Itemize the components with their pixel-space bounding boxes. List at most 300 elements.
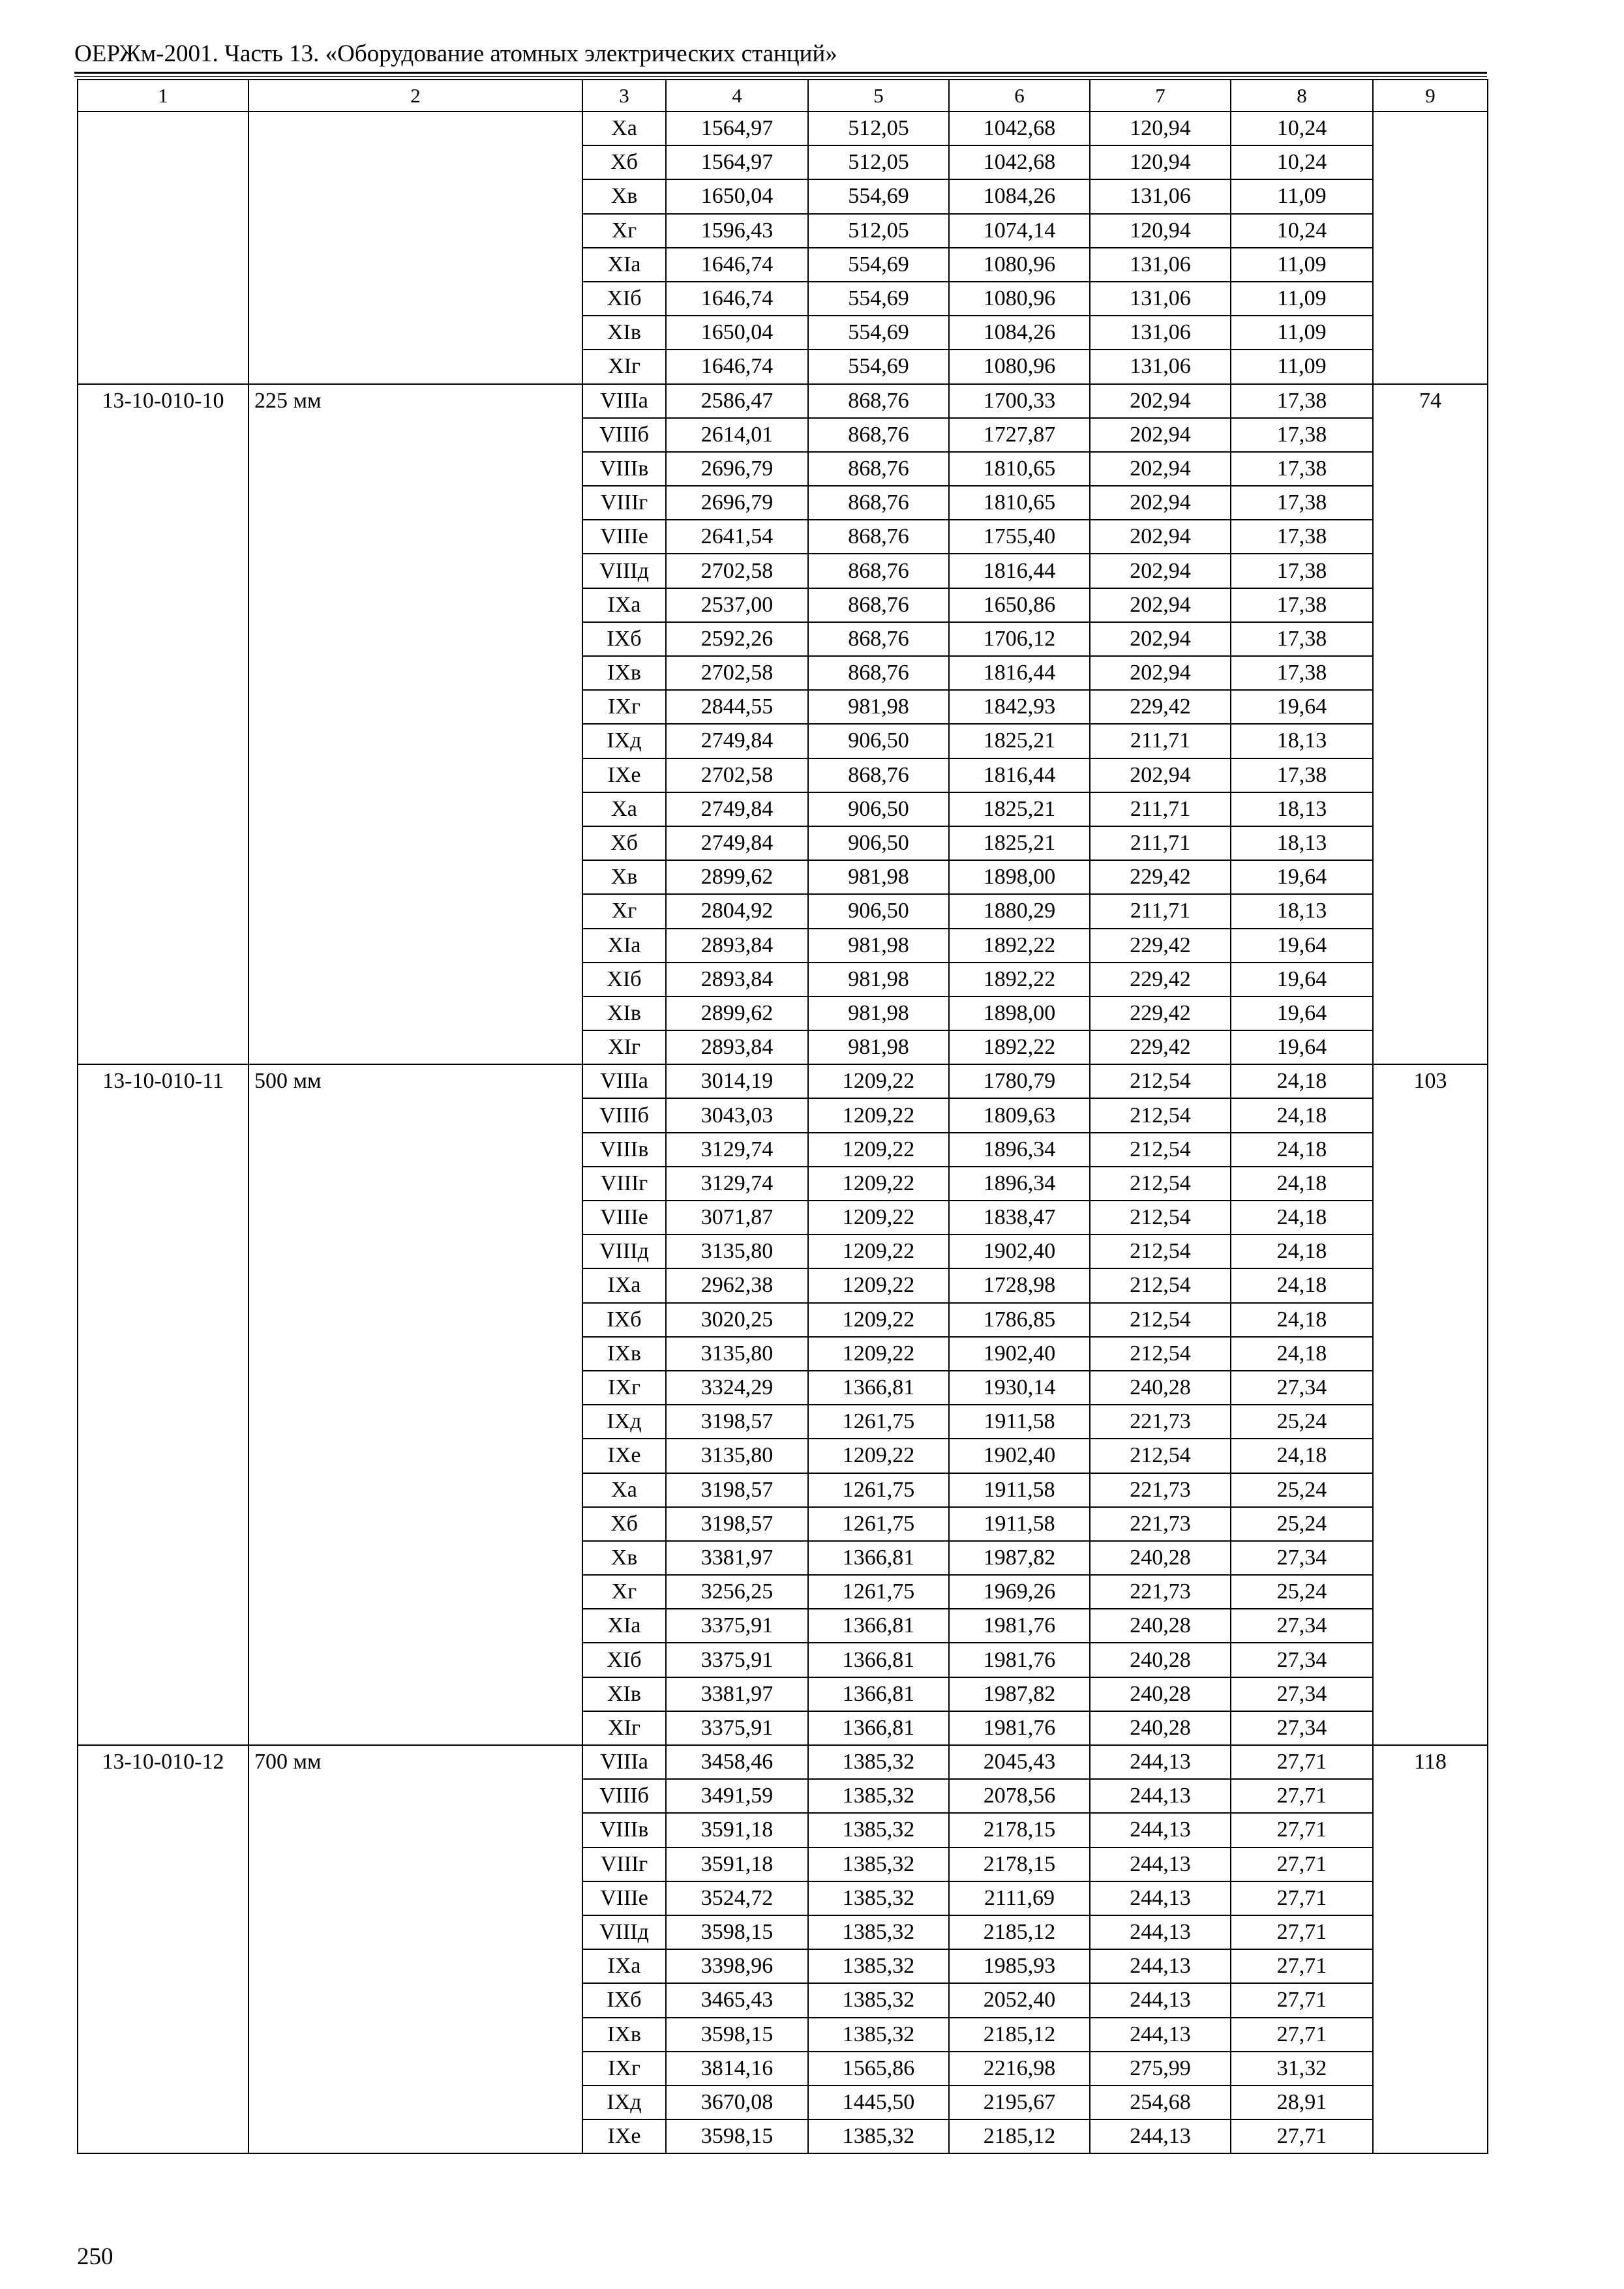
- item-code: 13-10-010-11: [78, 1064, 248, 1745]
- machine-cost-cell: 240,28: [1090, 1609, 1231, 1643]
- zone-cell: VIIIб: [582, 1098, 666, 1132]
- equipment-cost-cell: 2195,67: [949, 2086, 1090, 2119]
- zone-cell: Xa: [582, 1473, 666, 1507]
- labor-cost-cell: 1385,32: [808, 1915, 949, 1949]
- equipment-cost-cell: 1930,14: [949, 1371, 1090, 1405]
- total-cost-cell: 3381,97: [666, 1541, 808, 1575]
- wage-cell: 27,71: [1231, 2119, 1373, 2153]
- wage-cell: 27,34: [1231, 1711, 1373, 1745]
- machine-cost-cell: 212,54: [1090, 1268, 1231, 1302]
- total-cost-cell: 2592,26: [666, 622, 808, 656]
- zone-cell: Xв: [582, 1541, 666, 1575]
- zone-cell: XIв: [582, 996, 666, 1030]
- equipment-cost-cell: 1892,22: [949, 1030, 1090, 1064]
- labor-cost-cell: 554,69: [808, 350, 949, 383]
- equipment-cost-cell: 1084,26: [949, 316, 1090, 350]
- wage-cell: 27,71: [1231, 1881, 1373, 1915]
- equipment-cost-cell: 1650,86: [949, 588, 1090, 622]
- equipment-cost-cell: 1842,93: [949, 690, 1090, 724]
- equipment-cost-cell: 2185,12: [949, 1915, 1090, 1949]
- column-number: 5: [808, 80, 949, 112]
- labor-cost-cell: 981,98: [808, 860, 949, 894]
- machine-cost-cell: 229,42: [1090, 996, 1231, 1030]
- total-cost-cell: 1650,04: [666, 316, 808, 350]
- labor-cost-cell: 868,76: [808, 384, 949, 418]
- zone-cell: VIIIд: [582, 554, 666, 588]
- zone-cell: VIIIa: [582, 1745, 666, 1779]
- table-row: [78, 1745, 1488, 1779]
- column-number: 6: [949, 80, 1090, 112]
- wage-cell: 27,71: [1231, 1779, 1373, 1813]
- machine-cost-cell: 229,42: [1090, 860, 1231, 894]
- machine-cost-cell: 212,54: [1090, 1098, 1231, 1132]
- wage-cell: 24,18: [1231, 1133, 1373, 1167]
- wage-cell: 10,24: [1231, 145, 1373, 179]
- machine-cost-cell: 229,42: [1090, 963, 1231, 996]
- equipment-cost-cell: 1786,85: [949, 1303, 1090, 1337]
- machine-cost-cell: 202,94: [1090, 588, 1231, 622]
- zone-cell: Xa: [582, 112, 666, 145]
- wage-cell: 19,64: [1231, 929, 1373, 963]
- zone-cell: Xг: [582, 894, 666, 928]
- labor-cost-cell: 512,05: [808, 145, 949, 179]
- labor-cost-cell: 868,76: [808, 418, 949, 452]
- total-cost-cell: 3458,46: [666, 1745, 808, 1779]
- equipment-cost-cell: 1892,22: [949, 963, 1090, 996]
- column-number: 3: [582, 80, 666, 112]
- labor-cost-cell: 1385,32: [808, 2018, 949, 2052]
- column-number: 9: [1373, 80, 1488, 112]
- total-cost-cell: 1596,43: [666, 214, 808, 248]
- labor-cost-cell: 868,76: [808, 622, 949, 656]
- wage-cell: 27,71: [1231, 1848, 1373, 1881]
- labor-cost-cell: 1385,32: [808, 2119, 949, 2153]
- equipment-cost-cell: 1084,26: [949, 179, 1090, 213]
- machine-cost-cell: 202,94: [1090, 384, 1231, 418]
- equipment-cost-cell: 1809,63: [949, 1098, 1090, 1132]
- equipment-cost-cell: 2185,12: [949, 2018, 1090, 2052]
- machine-cost-cell: 244,13: [1090, 1745, 1231, 1779]
- total-cost-cell: 2702,58: [666, 656, 808, 690]
- total-cost-cell: 3398,96: [666, 1949, 808, 1983]
- machine-cost-cell: 202,94: [1090, 486, 1231, 520]
- labor-cost-cell: 512,05: [808, 112, 949, 145]
- machine-cost-cell: 131,06: [1090, 350, 1231, 383]
- machine-cost-cell: 202,94: [1090, 622, 1231, 656]
- equipment-cost-cell: 2178,15: [949, 1848, 1090, 1881]
- equipment-cost-cell: 1898,00: [949, 860, 1090, 894]
- labor-cost-cell: 1366,81: [808, 1371, 949, 1405]
- total-cost-cell: 2893,84: [666, 1030, 808, 1064]
- labor-cost-cell: 1209,22: [808, 1234, 949, 1268]
- labor-cost-cell: 1366,81: [808, 1677, 949, 1711]
- price-table: [77, 79, 1488, 2154]
- item-code: 13-10-010-10: [78, 384, 248, 1065]
- zone-cell: IXб: [582, 1983, 666, 2017]
- machine-cost-cell: 202,94: [1090, 418, 1231, 452]
- equipment-cost-cell: 1969,26: [949, 1575, 1090, 1609]
- zone-cell: Xб: [582, 145, 666, 179]
- labor-cost-cell: 906,50: [808, 724, 949, 758]
- total-cost-cell: 2899,62: [666, 860, 808, 894]
- labor-cost-cell: 1385,32: [808, 1949, 949, 1983]
- total-cost-cell: 2641,54: [666, 520, 808, 554]
- labor-cost-cell: 1209,22: [808, 1167, 949, 1201]
- total-cost-cell: 2696,79: [666, 452, 808, 486]
- machine-cost-cell: 240,28: [1090, 1643, 1231, 1677]
- zone-cell: VIIIд: [582, 1915, 666, 1949]
- equipment-cost-cell: 1816,44: [949, 554, 1090, 588]
- total-cost-cell: 3129,74: [666, 1133, 808, 1167]
- column-number: 2: [248, 80, 582, 112]
- equipment-cost-cell: 1981,76: [949, 1643, 1090, 1677]
- machine-cost-cell: 229,42: [1090, 929, 1231, 963]
- zone-cell: XIв: [582, 316, 666, 350]
- table-row: [78, 1064, 1488, 1098]
- wage-cell: 19,64: [1231, 690, 1373, 724]
- wage-cell: 11,09: [1231, 316, 1373, 350]
- equipment-cost-cell: 1911,58: [949, 1473, 1090, 1507]
- mass-cell: [1373, 112, 1488, 384]
- wage-cell: 27,34: [1231, 1371, 1373, 1405]
- wage-cell: 27,34: [1231, 1677, 1373, 1711]
- labor-cost-cell: 1209,22: [808, 1337, 949, 1371]
- equipment-cost-cell: 1911,58: [949, 1405, 1090, 1439]
- zone-cell: VIIIв: [582, 1133, 666, 1167]
- equipment-cost-cell: 1080,96: [949, 282, 1090, 316]
- machine-cost-cell: 211,71: [1090, 792, 1231, 826]
- equipment-cost-cell: 2111,69: [949, 1881, 1090, 1915]
- machine-cost-cell: 202,94: [1090, 656, 1231, 690]
- total-cost-cell: 3256,25: [666, 1575, 808, 1609]
- zone-cell: XIa: [582, 248, 666, 282]
- total-cost-cell: 2614,01: [666, 418, 808, 452]
- machine-cost-cell: 211,71: [1090, 894, 1231, 928]
- zone-cell: IXг: [582, 2052, 666, 2086]
- equipment-cost-cell: 1727,87: [949, 418, 1090, 452]
- zone-cell: XIa: [582, 1609, 666, 1643]
- wage-cell: 27,34: [1231, 1609, 1373, 1643]
- labor-cost-cell: 1565,86: [808, 2052, 949, 2086]
- zone-cell: VIIIг: [582, 486, 666, 520]
- wage-cell: 18,13: [1231, 894, 1373, 928]
- zone-cell: IXв: [582, 1337, 666, 1371]
- machine-cost-cell: 240,28: [1090, 1677, 1231, 1711]
- total-cost-cell: 3198,57: [666, 1473, 808, 1507]
- wage-cell: 10,24: [1231, 112, 1373, 145]
- total-cost-cell: 3375,91: [666, 1609, 808, 1643]
- labor-cost-cell: 1366,81: [808, 1609, 949, 1643]
- equipment-cost-cell: 1700,33: [949, 384, 1090, 418]
- zone-cell: Xб: [582, 826, 666, 860]
- zone-cell: Xв: [582, 860, 666, 894]
- item-code: 13-10-010-12: [78, 1745, 248, 2153]
- zone-cell: XIг: [582, 350, 666, 383]
- page-title: ОЕРЖм-2001. Часть 13. «Оборудование атомных электрических станций»: [74, 40, 837, 67]
- zone-cell: VIIIб: [582, 418, 666, 452]
- machine-cost-cell: 244,13: [1090, 1949, 1231, 1983]
- machine-cost-cell: 244,13: [1090, 2018, 1231, 2052]
- zone-cell: XIв: [582, 1677, 666, 1711]
- machine-cost-cell: 221,73: [1090, 1405, 1231, 1439]
- machine-cost-cell: 202,94: [1090, 520, 1231, 554]
- total-cost-cell: 2804,92: [666, 894, 808, 928]
- wage-cell: 11,09: [1231, 179, 1373, 213]
- zone-cell: VIIIд: [582, 1234, 666, 1268]
- equipment-cost-cell: 1816,44: [949, 656, 1090, 690]
- zone-cell: VIIIг: [582, 1848, 666, 1881]
- zone-cell: VIIIa: [582, 384, 666, 418]
- wage-cell: 17,38: [1231, 486, 1373, 520]
- labor-cost-cell: 1385,32: [808, 1881, 949, 1915]
- wage-cell: 19,64: [1231, 860, 1373, 894]
- zone-cell: XIг: [582, 1030, 666, 1064]
- equipment-cost-cell: 1728,98: [949, 1268, 1090, 1302]
- total-cost-cell: 3324,29: [666, 1371, 808, 1405]
- table-body: [78, 80, 1488, 2153]
- equipment-cost-cell: 1780,79: [949, 1064, 1090, 1098]
- machine-cost-cell: 244,13: [1090, 1848, 1231, 1881]
- total-cost-cell: 3381,97: [666, 1677, 808, 1711]
- wage-cell: 18,13: [1231, 826, 1373, 860]
- total-cost-cell: 2702,58: [666, 554, 808, 588]
- labor-cost-cell: 868,76: [808, 520, 949, 554]
- wage-cell: 24,18: [1231, 1337, 1373, 1371]
- total-cost-cell: 2962,38: [666, 1268, 808, 1302]
- machine-cost-cell: 240,28: [1090, 1711, 1231, 1745]
- total-cost-cell: 3591,18: [666, 1813, 808, 1847]
- wage-cell: 11,09: [1231, 350, 1373, 383]
- total-cost-cell: 3129,74: [666, 1167, 808, 1201]
- wage-cell: 24,18: [1231, 1268, 1373, 1302]
- machine-cost-cell: 212,54: [1090, 1439, 1231, 1473]
- equipment-cost-cell: 1985,93: [949, 1949, 1090, 1983]
- labor-cost-cell: 1385,32: [808, 1813, 949, 1847]
- total-cost-cell: 2893,84: [666, 929, 808, 963]
- zone-cell: XIб: [582, 282, 666, 316]
- wage-cell: 17,38: [1231, 384, 1373, 418]
- equipment-cost-cell: 2185,12: [949, 2119, 1090, 2153]
- total-cost-cell: 2749,84: [666, 724, 808, 758]
- labor-cost-cell: 1209,22: [808, 1064, 949, 1098]
- equipment-cost-cell: 1880,29: [949, 894, 1090, 928]
- total-cost-cell: 3135,80: [666, 1439, 808, 1473]
- labor-cost-cell: 1209,22: [808, 1439, 949, 1473]
- zone-cell: Xг: [582, 214, 666, 248]
- zone-cell: XIб: [582, 963, 666, 996]
- table-row: [78, 112, 1488, 145]
- total-cost-cell: 2586,47: [666, 384, 808, 418]
- total-cost-cell: 3198,57: [666, 1507, 808, 1541]
- equipment-cost-cell: 1838,47: [949, 1201, 1090, 1234]
- equipment-cost-cell: 1825,21: [949, 792, 1090, 826]
- wage-cell: 18,13: [1231, 792, 1373, 826]
- machine-cost-cell: 240,28: [1090, 1371, 1231, 1405]
- equipment-cost-cell: 1825,21: [949, 724, 1090, 758]
- total-cost-cell: 2749,84: [666, 792, 808, 826]
- page-number: 250: [77, 2243, 113, 2270]
- zone-cell: VIIIa: [582, 1064, 666, 1098]
- equipment-cost-cell: 1042,68: [949, 112, 1090, 145]
- total-cost-cell: 2899,62: [666, 996, 808, 1030]
- equipment-cost-cell: 1080,96: [949, 248, 1090, 282]
- wage-cell: 17,38: [1231, 554, 1373, 588]
- machine-cost-cell: 212,54: [1090, 1064, 1231, 1098]
- wage-cell: 17,38: [1231, 520, 1373, 554]
- machine-cost-cell: 221,73: [1090, 1473, 1231, 1507]
- total-cost-cell: 2696,79: [666, 486, 808, 520]
- machine-cost-cell: 120,94: [1090, 112, 1231, 145]
- equipment-cost-cell: 1981,76: [949, 1609, 1090, 1643]
- machine-cost-cell: 211,71: [1090, 826, 1231, 860]
- labor-cost-cell: 1385,32: [808, 1745, 949, 1779]
- total-cost-cell: 3591,18: [666, 1848, 808, 1881]
- column-number-row: [78, 80, 1488, 112]
- wage-cell: 19,64: [1231, 1030, 1373, 1064]
- column-number: 7: [1090, 80, 1231, 112]
- wage-cell: 27,34: [1231, 1643, 1373, 1677]
- machine-cost-cell: 202,94: [1090, 758, 1231, 792]
- wage-cell: 19,64: [1231, 996, 1373, 1030]
- machine-cost-cell: 275,99: [1090, 2052, 1231, 2086]
- equipment-cost-cell: 1042,68: [949, 145, 1090, 179]
- wage-cell: 27,34: [1231, 1541, 1373, 1575]
- equipment-cost-cell: 1911,58: [949, 1507, 1090, 1541]
- zone-cell: IXб: [582, 1303, 666, 1337]
- machine-cost-cell: 244,13: [1090, 2119, 1231, 2153]
- labor-cost-cell: 1445,50: [808, 2086, 949, 2119]
- wage-cell: 24,18: [1231, 1439, 1373, 1473]
- total-cost-cell: 3375,91: [666, 1711, 808, 1745]
- equipment-cost-cell: 1816,44: [949, 758, 1090, 792]
- wage-cell: 24,18: [1231, 1303, 1373, 1337]
- zone-cell: IXд: [582, 1405, 666, 1439]
- zone-cell: IXд: [582, 2086, 666, 2119]
- machine-cost-cell: 211,71: [1090, 724, 1231, 758]
- labor-cost-cell: 1385,32: [808, 1779, 949, 1813]
- equipment-cost-cell: 1896,34: [949, 1133, 1090, 1167]
- machine-cost-cell: 240,28: [1090, 1541, 1231, 1575]
- equipment-cost-cell: 1898,00: [949, 996, 1090, 1030]
- labor-cost-cell: 868,76: [808, 758, 949, 792]
- equipment-cost-cell: 1706,12: [949, 622, 1090, 656]
- zone-cell: VIIIе: [582, 520, 666, 554]
- labor-cost-cell: 1366,81: [808, 1643, 949, 1677]
- total-cost-cell: 1650,04: [666, 179, 808, 213]
- labor-cost-cell: 981,98: [808, 929, 949, 963]
- equipment-cost-cell: 2045,43: [949, 1745, 1090, 1779]
- machine-cost-cell: 244,13: [1090, 1779, 1231, 1813]
- wage-cell: 27,71: [1231, 1949, 1373, 1983]
- equipment-cost-cell: 1987,82: [949, 1677, 1090, 1711]
- zone-cell: IXв: [582, 656, 666, 690]
- labor-cost-cell: 981,98: [808, 690, 949, 724]
- wage-cell: 17,38: [1231, 452, 1373, 486]
- machine-cost-cell: 202,94: [1090, 452, 1231, 486]
- zone-cell: IXв: [582, 2018, 666, 2052]
- equipment-cost-cell: 1810,65: [949, 486, 1090, 520]
- wage-cell: 11,09: [1231, 282, 1373, 316]
- mass-cell: 118: [1373, 1745, 1488, 2153]
- mass-cell: 103: [1373, 1064, 1488, 1745]
- equipment-cost-cell: 1825,21: [949, 826, 1090, 860]
- machine-cost-cell: 131,06: [1090, 179, 1231, 213]
- mass-cell: 74: [1373, 384, 1488, 1065]
- total-cost-cell: 3491,59: [666, 1779, 808, 1813]
- machine-cost-cell: 212,54: [1090, 1303, 1231, 1337]
- equipment-cost-cell: 1810,65: [949, 452, 1090, 486]
- column-number: 4: [666, 80, 808, 112]
- labor-cost-cell: 868,76: [808, 452, 949, 486]
- wage-cell: 27,71: [1231, 2018, 1373, 2052]
- column-number: 1: [78, 80, 248, 112]
- labor-cost-cell: 1261,75: [808, 1507, 949, 1541]
- total-cost-cell: 3598,15: [666, 2018, 808, 2052]
- total-cost-cell: 2844,55: [666, 690, 808, 724]
- labor-cost-cell: 868,76: [808, 486, 949, 520]
- equipment-cost-cell: 1896,34: [949, 1167, 1090, 1201]
- zone-cell: VIIIг: [582, 1167, 666, 1201]
- labor-cost-cell: 906,50: [808, 826, 949, 860]
- zone-cell: XIб: [582, 1643, 666, 1677]
- wage-cell: 27,71: [1231, 1745, 1373, 1779]
- equipment-cost-cell: 1902,40: [949, 1337, 1090, 1371]
- equipment-cost-cell: 1902,40: [949, 1439, 1090, 1473]
- labor-cost-cell: 1209,22: [808, 1268, 949, 1302]
- machine-cost-cell: 244,13: [1090, 1915, 1231, 1949]
- zone-cell: VIIIе: [582, 1201, 666, 1234]
- labor-cost-cell: 554,69: [808, 282, 949, 316]
- total-cost-cell: 3524,72: [666, 1881, 808, 1915]
- labor-cost-cell: 981,98: [808, 963, 949, 996]
- wage-cell: 17,38: [1231, 622, 1373, 656]
- labor-cost-cell: 1261,75: [808, 1405, 949, 1439]
- zone-cell: XIa: [582, 929, 666, 963]
- zone-cell: VIIIв: [582, 1813, 666, 1847]
- labor-cost-cell: 512,05: [808, 214, 949, 248]
- labor-cost-cell: 1366,81: [808, 1711, 949, 1745]
- item-code: [78, 112, 248, 384]
- wage-cell: 18,13: [1231, 724, 1373, 758]
- zone-cell: Xб: [582, 1507, 666, 1541]
- equipment-cost-cell: 2078,56: [949, 1779, 1090, 1813]
- equipment-cost-cell: 1981,76: [949, 1711, 1090, 1745]
- zone-cell: IXa: [582, 588, 666, 622]
- zone-cell: IXa: [582, 1949, 666, 1983]
- total-cost-cell: 3135,80: [666, 1337, 808, 1371]
- wage-cell: 17,38: [1231, 418, 1373, 452]
- total-cost-cell: 1646,74: [666, 248, 808, 282]
- table-row: [78, 384, 1488, 418]
- wage-cell: 17,38: [1231, 588, 1373, 622]
- machine-cost-cell: 212,54: [1090, 1167, 1231, 1201]
- labor-cost-cell: 1209,22: [808, 1133, 949, 1167]
- machine-cost-cell: 131,06: [1090, 316, 1231, 350]
- equipment-cost-cell: 2216,98: [949, 2052, 1090, 2086]
- labor-cost-cell: 554,69: [808, 316, 949, 350]
- machine-cost-cell: 212,54: [1090, 1234, 1231, 1268]
- machine-cost-cell: 131,06: [1090, 248, 1231, 282]
- machine-cost-cell: 131,06: [1090, 282, 1231, 316]
- wage-cell: 25,24: [1231, 1575, 1373, 1609]
- wage-cell: 11,09: [1231, 248, 1373, 282]
- labor-cost-cell: 1209,22: [808, 1201, 949, 1234]
- zone-cell: IXе: [582, 2119, 666, 2153]
- total-cost-cell: 3135,80: [666, 1234, 808, 1268]
- item-name: 700 мм: [248, 1745, 582, 2153]
- labor-cost-cell: 1366,81: [808, 1541, 949, 1575]
- labor-cost-cell: 868,76: [808, 656, 949, 690]
